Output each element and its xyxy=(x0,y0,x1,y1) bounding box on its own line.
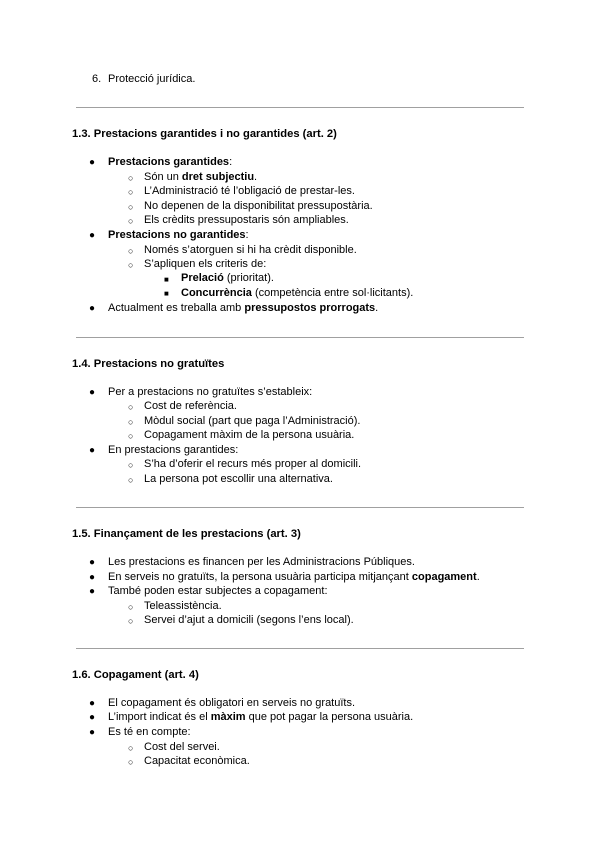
circle-bullet-icon: ○ xyxy=(128,602,134,612)
list-item: S’apliquen els criteris de: xyxy=(144,258,267,270)
bullet-icon: ● xyxy=(89,698,96,709)
list-item: També poden estar subjectes a copagament: xyxy=(108,585,328,597)
bold-term: Prestacions no garantides xyxy=(108,229,246,241)
section-heading-1-4: 1.4. Prestacions no gratuïtes xyxy=(72,358,225,370)
list-item: Els crèdits pressupostaris són ampliables. xyxy=(144,214,349,226)
section-heading-1-3: 1.3. Prestacions garantides i no garantides (art. 2) xyxy=(72,128,337,140)
list-item: Es té en compte: xyxy=(108,726,191,738)
circle-bullet-icon: ○ xyxy=(128,202,134,212)
circle-bullet-icon: ○ xyxy=(128,743,134,753)
list-item xyxy=(181,286,413,301)
circle-bullet-icon: ○ xyxy=(128,757,134,767)
circle-bullet-icon: ○ xyxy=(128,173,134,183)
text-pre: Actualment es treballa amb xyxy=(108,302,245,314)
bullet-icon: ● xyxy=(89,572,96,583)
bold-term: copagament xyxy=(411,571,477,583)
list-item: Les prestacions es financen per les Administracions Públiques. xyxy=(108,556,415,568)
list-item: S’ha d’oferir el recurs més proper al domicili. xyxy=(144,458,362,470)
list-item: En prestacions garantides: xyxy=(108,444,239,456)
circle-bullet-icon: ○ xyxy=(128,402,134,412)
bold-term: Prelació xyxy=(181,272,224,284)
bullet-icon: ● xyxy=(89,727,96,738)
list-item xyxy=(108,570,480,585)
bullet-icon: ● xyxy=(89,557,96,568)
bullet-icon: ● xyxy=(89,712,96,723)
bullet-icon: ● xyxy=(89,586,96,597)
horizontal-rule xyxy=(76,507,524,508)
bold-term: màxim xyxy=(210,711,246,723)
circle-bullet-icon: ○ xyxy=(128,460,134,470)
horizontal-rule xyxy=(76,337,524,338)
text-pre: En serveis no gratuïts, la persona usuària participa mitjançant xyxy=(108,571,412,583)
square-bullet-icon: ■ xyxy=(164,289,169,298)
text-post: (competència entre sol·licitants). xyxy=(251,287,414,299)
text-post: (prioritat). xyxy=(223,272,274,284)
text-pre: L’import indicat és el xyxy=(108,711,211,723)
list-item: L’Administració té l’obligació de prestar-les. xyxy=(144,185,355,197)
section-heading-1-5: 1.5. Finançament de les prestacions (art. 3) xyxy=(72,528,301,540)
list-item xyxy=(108,155,232,170)
list-item: Cost de referència. xyxy=(144,400,237,412)
text-post: . xyxy=(375,302,379,314)
bullet-icon: ● xyxy=(89,230,96,241)
list-item xyxy=(181,271,274,286)
circle-bullet-icon: ○ xyxy=(128,246,134,256)
square-bullet-icon: ■ xyxy=(164,275,169,284)
list-item: Mòdul social (part que paga l’Administració). xyxy=(144,415,361,427)
circle-bullet-icon: ○ xyxy=(128,216,134,226)
list-item: Teleassistència. xyxy=(144,600,222,612)
list-item: No depenen de la disponibilitat pressupostària. xyxy=(144,200,373,212)
list-item: La persona pot escollir una alternativa. xyxy=(144,473,333,485)
circle-bullet-icon: ○ xyxy=(128,417,134,427)
list-item: Copagament màxim de la persona usuària. xyxy=(144,429,355,441)
bullet-icon: ● xyxy=(89,387,96,398)
list-number: 6. xyxy=(92,73,102,85)
list-item: Cost del servei. xyxy=(144,741,220,753)
list-item: Servei d’ajut a domicili (segons l’ens local). xyxy=(144,614,354,626)
bullet-icon: ● xyxy=(89,157,96,168)
colon: : xyxy=(229,156,233,168)
list-item: Per a prestacions no gratuïtes s’estableix: xyxy=(108,386,313,398)
list-item xyxy=(144,170,257,185)
text-post: . xyxy=(254,171,258,183)
section-heading-1-6: 1.6. Copagament (art. 4) xyxy=(72,669,199,681)
bold-term: dret subjectiu xyxy=(181,171,255,183)
horizontal-rule xyxy=(76,648,524,649)
bold-term: Prestacions garantides xyxy=(108,156,230,168)
list-item-text: Protecció jurídica. xyxy=(108,73,196,85)
colon: : xyxy=(245,229,249,241)
list-item xyxy=(108,710,413,725)
list-item: Només s’atorguen si hi ha crèdit disponible. xyxy=(144,244,357,256)
text-post: que pot pagar la persona usuària. xyxy=(245,711,414,723)
list-item: El copagament és obligatori en serveis no gratuïts. xyxy=(108,697,356,709)
horizontal-rule xyxy=(76,107,524,108)
circle-bullet-icon: ○ xyxy=(128,475,134,485)
bold-term: pressupostos prorrogats xyxy=(244,302,376,314)
text-pre: Són un xyxy=(144,171,182,183)
circle-bullet-icon: ○ xyxy=(128,260,134,270)
circle-bullet-icon: ○ xyxy=(128,431,134,441)
bullet-icon: ● xyxy=(89,445,96,456)
list-item xyxy=(108,301,378,316)
circle-bullet-icon: ○ xyxy=(128,187,134,197)
text-post: . xyxy=(476,571,480,583)
list-item xyxy=(108,228,249,243)
circle-bullet-icon: ○ xyxy=(128,616,134,626)
bold-term: Concurrència xyxy=(181,287,252,299)
list-item: Capacitat econòmica. xyxy=(144,755,250,767)
bullet-icon: ● xyxy=(89,303,96,314)
